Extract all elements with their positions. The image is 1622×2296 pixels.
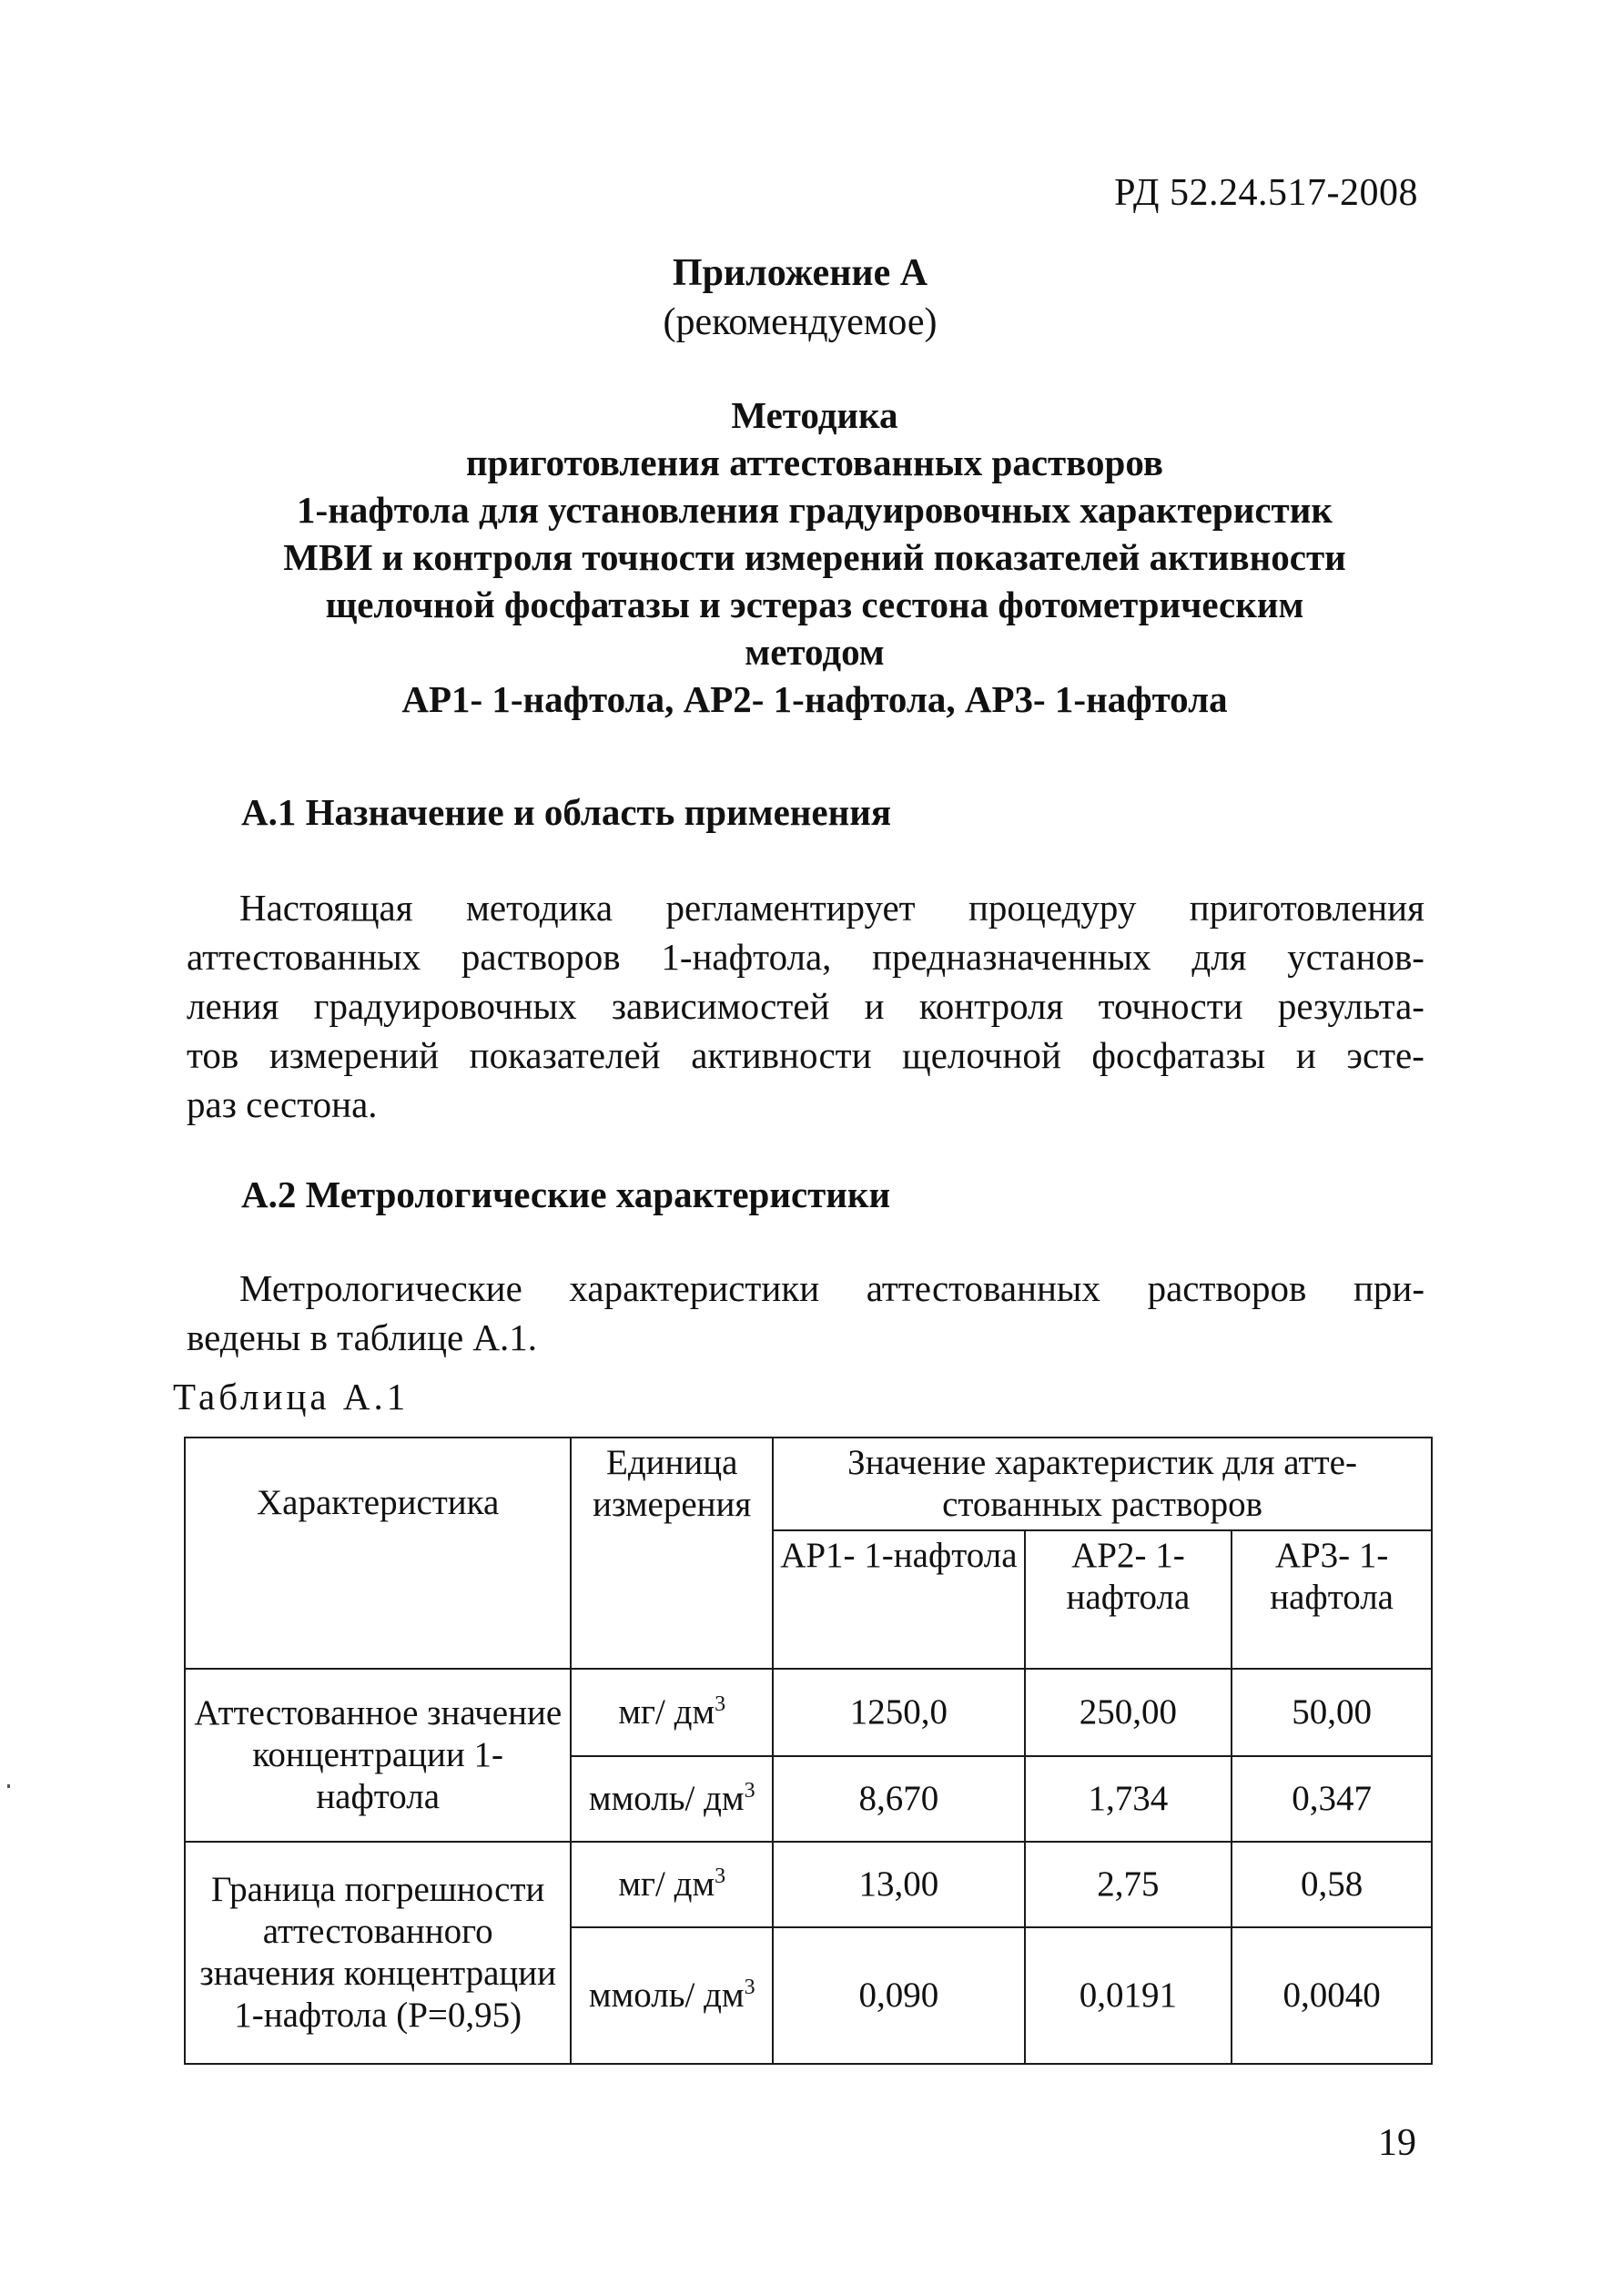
word: зависимостей xyxy=(611,985,830,1027)
paragraph-line xyxy=(187,981,1424,1031)
header-unit: Единица измерения xyxy=(571,1438,773,1669)
table-caption: Таблица А.1 xyxy=(173,1376,410,1417)
scan-speck xyxy=(7,1784,10,1788)
unit-text: ммоль/ дм xyxy=(588,1779,745,1818)
paragraph-line xyxy=(187,1031,1424,1080)
word: Метрологические xyxy=(239,1267,522,1309)
paragraph-line xyxy=(187,883,1424,932)
word: и xyxy=(864,985,885,1027)
word: аттестованных xyxy=(866,1267,1100,1309)
method-title-line: Методика xyxy=(731,394,898,436)
value-cell: 8,670 xyxy=(773,1756,1024,1842)
method-title-line: МВИ и контроля точности измерений показателей активности xyxy=(283,536,1346,578)
value-cell: 0,0191 xyxy=(1025,1927,1232,2064)
table-row xyxy=(185,1842,1432,1927)
value-cell: 1250,0 xyxy=(773,1669,1024,1756)
method-title-line: щелочной фосфатазы и эстераз сестона фотометрическим xyxy=(325,584,1304,625)
word: регламентирует xyxy=(665,887,916,929)
header-col-ap3: АР3- 1- нафтола xyxy=(1232,1530,1432,1669)
value-cell: 250,00 xyxy=(1025,1669,1232,1756)
word: измерений xyxy=(269,1034,440,1076)
word: методика xyxy=(465,887,613,929)
word: показателей xyxy=(469,1034,661,1076)
unit-text: мг/ дм xyxy=(618,1692,715,1732)
value-cell: 2,75 xyxy=(1025,1842,1232,1927)
word: точности xyxy=(1098,985,1243,1027)
word: ления xyxy=(187,985,279,1027)
metrology-table xyxy=(184,1437,1433,2065)
word: характеристики xyxy=(569,1267,820,1309)
paragraph-line xyxy=(187,1264,1424,1313)
value-cell: 13,00 xyxy=(773,1842,1024,1927)
header-col-ap2: АР2- 1-нафтола xyxy=(1025,1530,1232,1669)
word: щелочной xyxy=(902,1034,1061,1076)
appendix-subtitle: (рекомендуемое) xyxy=(663,301,938,343)
unit-cell xyxy=(571,1669,773,1756)
word: процедуру xyxy=(968,887,1137,929)
word: контроля xyxy=(918,985,1064,1027)
value-cell: 50,00 xyxy=(1232,1669,1432,1756)
table-header-row xyxy=(185,1438,1432,1530)
word: при- xyxy=(1353,1267,1424,1309)
method-title-line: методом xyxy=(745,631,885,673)
method-title xyxy=(137,391,1493,723)
word: предназначенных xyxy=(872,936,1151,978)
table-row xyxy=(185,1669,1432,1756)
group-label-certified-value: Аттестованное значение концентрации 1-нафтола xyxy=(185,1669,571,1842)
unit-cell xyxy=(571,1927,773,2064)
method-title-line: приготовления аттестованных растворов xyxy=(466,442,1163,483)
unit-text: мг/ дм xyxy=(618,1864,715,1904)
word: градуировочных xyxy=(313,985,577,1027)
word: приготовления xyxy=(1189,887,1424,929)
unit-cell xyxy=(571,1842,773,1927)
unit-superscript: 3 xyxy=(715,1692,726,1716)
value-cell: 0,0040 xyxy=(1232,1927,1432,2064)
word: фосфатазы xyxy=(1091,1034,1266,1076)
method-title-line: АР1- 1-нафтола, АР2- 1-нафтола, АР3- 1-нафтола xyxy=(401,678,1228,720)
word: активности xyxy=(691,1034,872,1076)
value-cell: 0,347 xyxy=(1232,1756,1432,1842)
word: тов xyxy=(187,1034,239,1076)
unit-superscript: 3 xyxy=(744,1779,755,1803)
word: и xyxy=(1295,1034,1316,1076)
section-a1-paragraph xyxy=(187,883,1424,1129)
method-title-line: 1-нафтола для установления градуировочных характеристик xyxy=(297,489,1333,531)
document-code: РД 52.24.517-2008 xyxy=(1114,172,1418,214)
appendix-title: Приложение А xyxy=(672,252,928,294)
page-number: 19 xyxy=(1378,2122,1416,2164)
section-a2-paragraph xyxy=(187,1264,1424,1362)
header-col-ap1: АР1- 1-нафтола xyxy=(773,1530,1024,1669)
unit-superscript: 3 xyxy=(744,1976,755,1999)
header-values-group: Значение характеристик для аттестованных растворов xyxy=(773,1438,1432,1530)
word: установ- xyxy=(1287,936,1424,978)
paragraph-line: ведены в таблице А.1. xyxy=(187,1316,538,1358)
value-cell: 1,734 xyxy=(1025,1756,1232,1842)
header-characteristic: Характеристика xyxy=(185,1438,571,1669)
word: растворов xyxy=(1147,1267,1307,1309)
word: 1-нафтола, xyxy=(661,936,832,978)
section-a1-heading: А.1 Назначение и область применения xyxy=(241,791,892,833)
section-a2-heading: А.2 Метрологические характеристики xyxy=(241,1173,891,1215)
word: Настоящая xyxy=(239,887,413,929)
group-label-error-bound: Граница погрешности аттестованного значения концентрации 1-нафтола (Р=0,95) xyxy=(185,1842,571,2064)
value-cell: 0,090 xyxy=(773,1927,1024,2064)
paragraph-line: раз сестона. xyxy=(187,1083,378,1125)
unit-superscript: 3 xyxy=(715,1864,726,1888)
unit-cell xyxy=(571,1756,773,1842)
word: результа- xyxy=(1277,985,1424,1027)
word: аттестованных xyxy=(187,936,421,978)
word: эсте- xyxy=(1346,1034,1424,1076)
unit-text: ммоль/ дм xyxy=(588,1976,745,2015)
value-cell: 0,58 xyxy=(1232,1842,1432,1927)
word: для xyxy=(1191,936,1247,978)
word: растворов xyxy=(461,936,621,978)
paragraph-line xyxy=(187,932,1424,981)
